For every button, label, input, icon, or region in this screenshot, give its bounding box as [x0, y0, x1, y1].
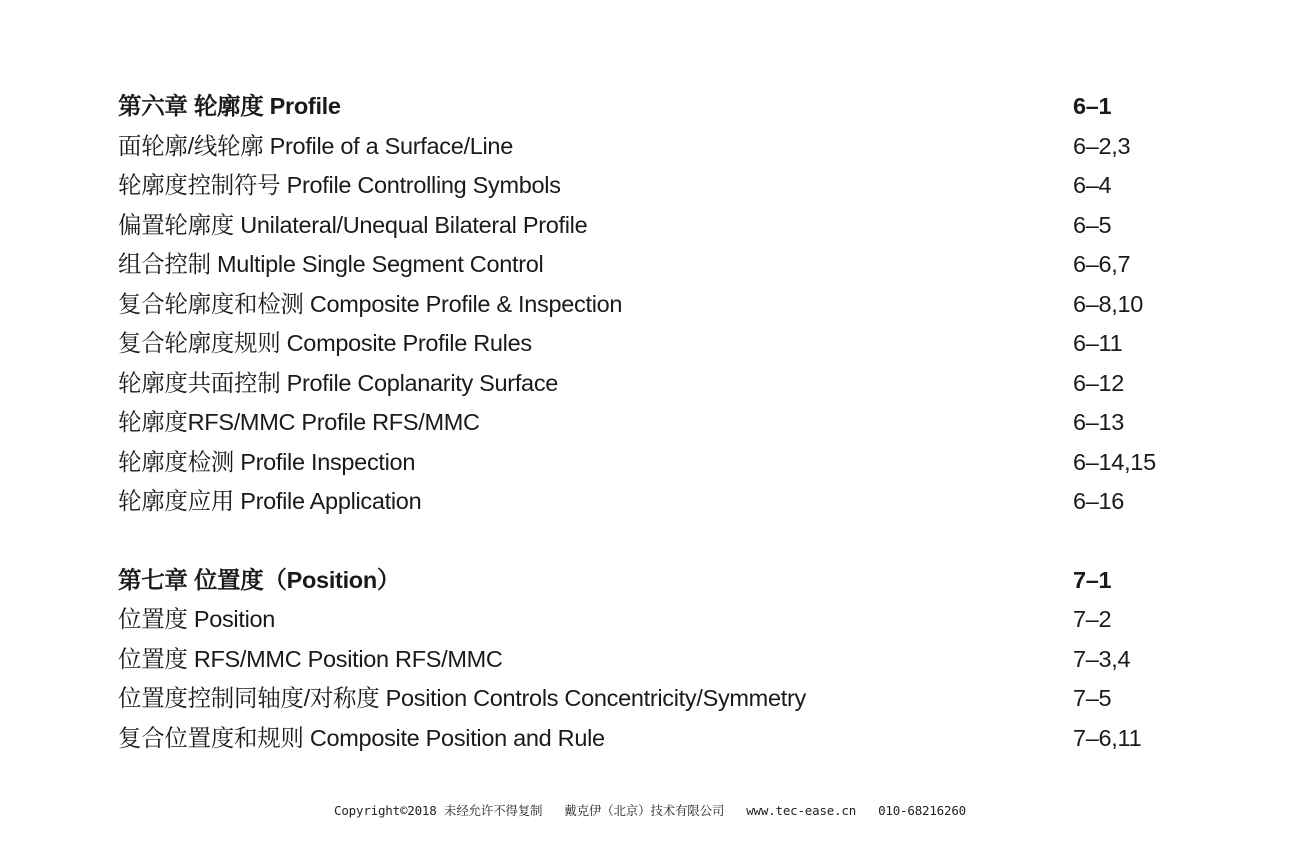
toc-entry	[118, 403, 1178, 443]
footer-company: 戴克伊（北京）技术有限公司	[564, 803, 725, 818]
entry-title: 复合位置度和规则 Composite Position and Rule	[118, 724, 605, 751]
toc-entry	[118, 443, 1178, 483]
chapter-heading	[118, 87, 1178, 127]
entry-page: 6–5	[1073, 211, 1112, 238]
entry-page: 6–13	[1073, 409, 1125, 435]
footer-phone: 010-68216260	[878, 803, 966, 818]
chapter-title: 第七章 位置度（Position）	[118, 566, 401, 593]
entry-title: 轮廓度检测 Profile Inspection	[118, 448, 416, 475]
entry-page: 6–16	[1073, 488, 1125, 514]
toc-entry	[118, 679, 1178, 719]
entry-page: 7–3,4	[1073, 645, 1131, 672]
table-of-contents	[118, 87, 1178, 758]
entry-page: 6–8,10	[1073, 290, 1144, 317]
entry-title: 位置度控制同轴度/对称度 Position Controls Concentricity/Symmetry	[118, 685, 806, 711]
chapter-page: 7–1	[1073, 566, 1112, 593]
page-footer	[0, 801, 1300, 819]
toc-entry	[118, 719, 1178, 759]
entry-page: 6–2,3	[1073, 132, 1131, 159]
toc-entry	[118, 364, 1178, 404]
footer-copyright: Copyright©2018 未经允许不得复制	[334, 803, 543, 818]
entry-title: 位置度 RFS/MMC Position RFS/MMC	[118, 645, 503, 672]
entry-title: 组合控制 Multiple Single Segment Control	[118, 251, 544, 277]
section-spacer	[118, 522, 1178, 561]
entry-page: 6–14,15	[1073, 448, 1156, 475]
entry-page: 7–5	[1073, 685, 1112, 711]
entry-page: 6–6,7	[1073, 251, 1131, 277]
entry-title: 复合轮廓度规则 Composite Profile Rules	[118, 330, 532, 356]
toc-entry	[118, 324, 1178, 364]
entry-title: 面轮廓/线轮廓 Profile of a Surface/Line	[118, 132, 513, 159]
chapter-heading	[118, 561, 1178, 601]
entry-title: 轮廓度RFS/MMC Profile RFS/MMC	[118, 409, 480, 435]
footer-website: www.tec-ease.cn	[746, 803, 857, 818]
entry-page: 6–11	[1073, 330, 1123, 356]
entry-page: 7–6,11	[1073, 724, 1142, 751]
entry-page: 7–2	[1073, 606, 1112, 632]
entry-title: 偏置轮廓度 Unilateral/Unequal Bilateral Profile	[118, 211, 588, 238]
toc-entry	[118, 600, 1178, 640]
entry-title: 轮廓度共面控制 Profile Coplanarity Surface	[118, 369, 559, 396]
toc-entry	[118, 127, 1178, 167]
entry-title: 复合轮廓度和检测 Composite Profile & Inspection	[118, 290, 623, 317]
toc-entry	[118, 245, 1178, 285]
chapter-page: 6–1	[1073, 93, 1112, 119]
toc-entry	[118, 482, 1178, 522]
chapter-title: 第六章 轮廓度 Profile	[118, 93, 341, 119]
entry-title: 位置度 Position	[118, 606, 276, 632]
entry-page: 6–12	[1073, 369, 1125, 396]
toc-entry	[118, 166, 1178, 206]
toc-entry	[118, 640, 1178, 680]
toc-entry	[118, 206, 1178, 246]
toc-entry	[118, 285, 1178, 325]
entry-title: 轮廓度控制符号 Profile Controlling Symbols	[118, 172, 561, 198]
entry-page: 6–4	[1073, 172, 1112, 198]
entry-title: 轮廓度应用 Profile Application	[118, 488, 422, 514]
